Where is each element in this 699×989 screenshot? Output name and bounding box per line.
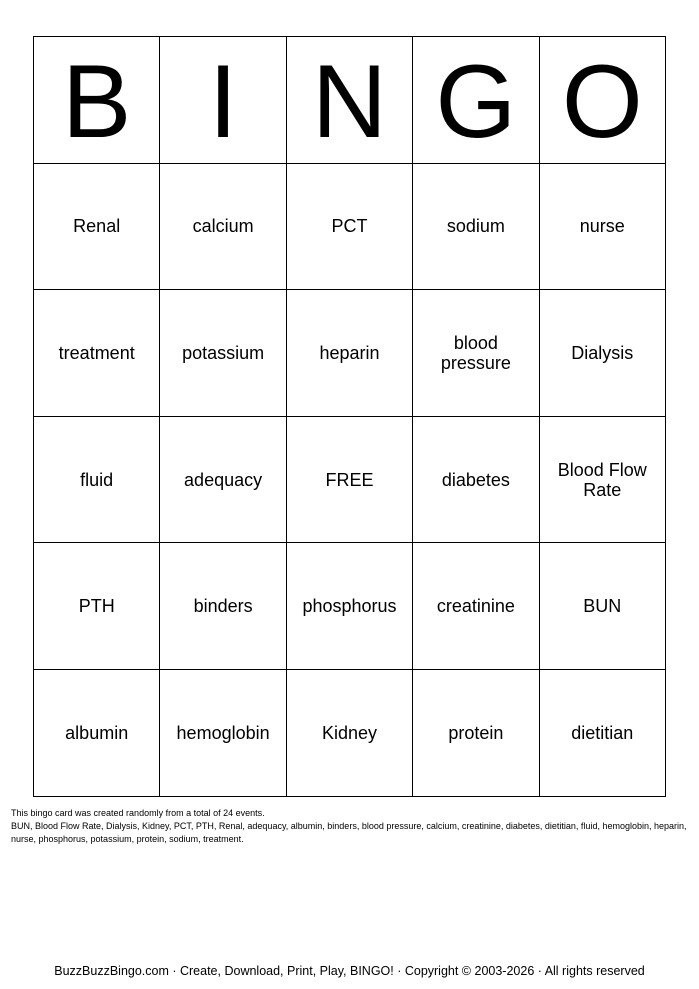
card-cell: nurse (539, 163, 665, 290)
header-letter-b: B (34, 37, 160, 164)
header-letter-o: O (539, 37, 665, 164)
notes-word-list: BUN, Blood Flow Rate, Dialysis, Kidney, PCT, PTH, Renal, adequacy, albumin, binders, blood pressure, calcium, creatinine, diabetes, dietitian, fluid, hemoglobin, heparin, nurse, phosphorus, potassium, protein, sodium, treatment. (11, 821, 687, 844)
card-cell: heparin (286, 290, 412, 417)
card-cell: PTH (34, 543, 160, 670)
card-row (34, 543, 666, 670)
card-cell: PCT (286, 163, 412, 290)
card-cell: hemoglobin (160, 669, 286, 796)
card-row (34, 163, 666, 290)
card-cell: potassium (160, 290, 286, 417)
card-cell: blood pressure (413, 290, 539, 417)
card-cell: Kidney (286, 669, 412, 796)
card-notes (11, 807, 691, 846)
card-cell: fluid (34, 416, 160, 543)
header-letter-i: I (160, 37, 286, 164)
card-cell: protein (413, 669, 539, 796)
card-cell: calcium (160, 163, 286, 290)
header-letter-n: N (286, 37, 412, 164)
card-cell: treatment (34, 290, 160, 417)
card-cell: binders (160, 543, 286, 670)
card-cell: Dialysis (539, 290, 665, 417)
free-space-cell: FREE (286, 416, 412, 543)
card-cell: dietitian (539, 669, 665, 796)
card-cell: albumin (34, 669, 160, 796)
card-cell: Blood Flow Rate (539, 416, 665, 543)
header-letter-g: G (413, 37, 539, 164)
card-cell: phosphorus (286, 543, 412, 670)
card-row (34, 416, 666, 543)
page-footer: BuzzBuzzBingo.com · Create, Download, Print, Play, BINGO! · Copyright © 2003-2026 · All rights reserved (54, 964, 645, 978)
card-cell: Renal (34, 163, 160, 290)
card-cell: sodium (413, 163, 539, 290)
bingo-card (33, 36, 666, 797)
card-cell: creatinine (413, 543, 539, 670)
card-row (34, 669, 666, 796)
card-row (34, 290, 666, 417)
card-cell: diabetes (413, 416, 539, 543)
notes-summary: This bingo card was created randomly from a total of 24 events. (11, 808, 265, 818)
card-cell: BUN (539, 543, 665, 670)
card-cell: adequacy (160, 416, 286, 543)
header-row (34, 37, 666, 164)
